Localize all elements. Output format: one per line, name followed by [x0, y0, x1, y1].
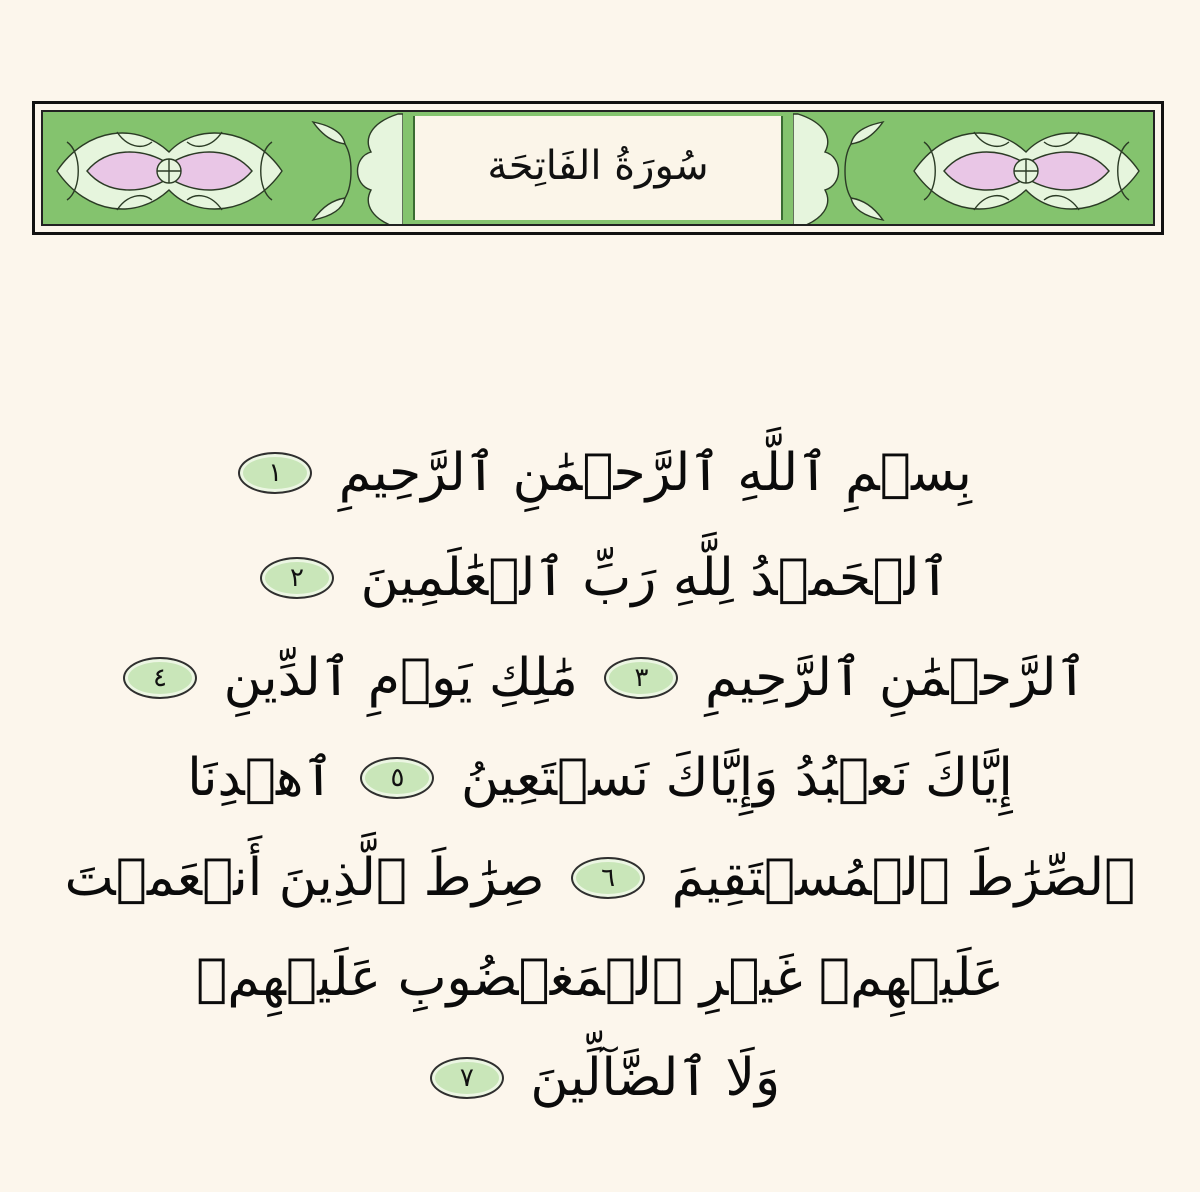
- verse-text: صِرَٰطَ ٱلَّذِينَ أَنۡعَمۡتَ: [64, 848, 545, 908]
- ayah-number-marker: ١: [238, 452, 312, 494]
- arabesque-ornament-right-icon: [904, 112, 1149, 226]
- ayah-number-marker: ٧: [430, 1057, 504, 1099]
- surah-header-band: [41, 110, 1155, 226]
- verse-text: ٱهۡدِنَا: [187, 748, 334, 808]
- ayah-number-marker: ٤: [123, 657, 197, 699]
- ayah-number-marker: ٥: [360, 757, 434, 799]
- verse-line-6: [40, 945, 1160, 1008]
- verse-text: ٱلرَّحۡمَٰنِ ٱلرَّحِيمِ: [704, 648, 1087, 708]
- cartouche-bracket-left-icon: [293, 112, 403, 226]
- verse-line-2: [40, 545, 1160, 608]
- verse-text: وَلَا ٱلضَّآلِّينَ: [530, 1048, 781, 1108]
- verse-text: إِيَّاكَ نَعۡبُدُ وَإِيَّاكَ نَسۡتَعِينُ: [460, 748, 1013, 808]
- arabesque-ornament-left-icon: [47, 112, 292, 226]
- cartouche-bracket-right-icon: [793, 112, 903, 226]
- surah-title-cartouche: [413, 116, 783, 220]
- verse-line-1: [40, 440, 1160, 503]
- verse-text: مَٰلِكِ يَوۡمِ ٱلدِّينِ: [223, 648, 578, 708]
- verse-line-5: [40, 845, 1160, 908]
- verse-text: ٱلۡحَمۡدُ لِلَّهِ رَبِّ ٱلۡعَٰلَمِينَ: [360, 548, 950, 608]
- verse-line-7: [40, 1045, 1160, 1108]
- ayah-number-marker: ٢: [260, 557, 334, 599]
- verse-line-4: [40, 745, 1160, 808]
- verse-text: بِسۡمِ ٱللَّهِ ٱلرَّحۡمَٰنِ ٱلرَّحِيمِ: [338, 443, 972, 503]
- ayah-number-marker: ٣: [604, 657, 678, 699]
- verse-text: عَلَيۡهِمۡ غَيۡرِ ٱلۡمَغۡضُوبِ عَلَيۡهِمۡ: [196, 948, 1004, 1008]
- surah-header-frame: [32, 101, 1164, 235]
- verse-line-3: [40, 645, 1160, 708]
- surah-title: سُورَةُ الفَاتِحَة: [487, 143, 709, 189]
- verse-text: ٱلصِّرَٰطَ ٱلۡمُسۡتَقِيمَ: [671, 848, 1136, 908]
- ayah-number-marker: ٦: [571, 857, 645, 899]
